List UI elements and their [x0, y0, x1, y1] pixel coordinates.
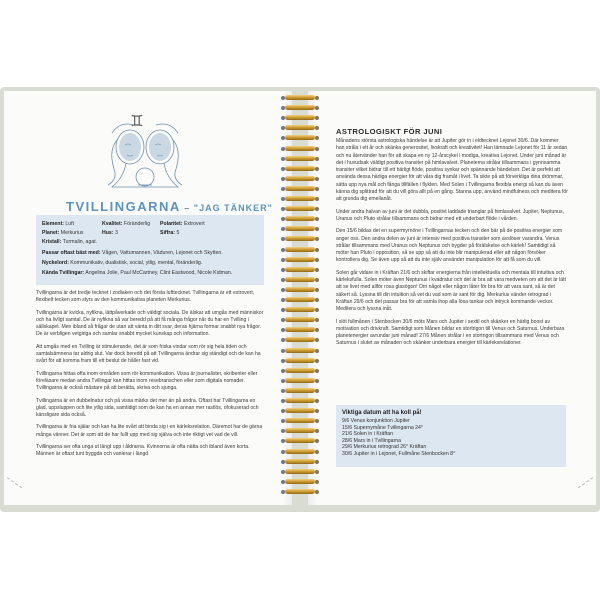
- spiral-coil: [283, 428, 317, 434]
- spiral-coil: [283, 317, 317, 323]
- spiral-binding: [283, 95, 317, 500]
- info-element: Element: Luft: [42, 221, 75, 227]
- info-passar: Passar oftast bäst med: Vågen, Vattumannen, Väduren, Lejonet och Skytten.: [42, 250, 223, 256]
- info-kvalitet: Kvalitet: Föränderlig: [102, 221, 151, 227]
- right-page: [308, 91, 596, 505]
- left-body-text: [36, 290, 264, 464]
- spiral-coil: [283, 408, 317, 414]
- info-nyckelord: Nyckelord: Kommunikativ, dualistisk, social, ytlig, mental, föränderlig.: [42, 260, 203, 266]
- paragraph: Den 15/6 bildas det en supermyrnöne i Tvillingarnas tecken och den bär på de positiva energier som anger oss. Den andra delen av juni är intensiv med positiva transiter som avslöser varandra. Venus strålar tillsammans med Uranus och Neptunus och bygder på förälskelse och kärlek! Samtidigt så möter han Pluto i opposition, så se upp så att du inte blir manipulerad eller att någon försöker kontrollera dig. Se även upp så att du inte själv använder manipulation för att få som du vill.: [336, 228, 563, 264]
- info-kristall: Kristall: Turmalin, agat.: [42, 239, 98, 245]
- dates-list: [342, 418, 455, 458]
- info-siffra: Siffra: 5: [160, 230, 180, 236]
- spiral-coil: [283, 418, 317, 424]
- paragraph: Tvillingarna är fria själar och kan ha lite svårt att binda sig i en kärleksrelation. Däremot har de gärna många vänner. Det är som att de har fullt upp med sig själva och inte riktigt vet vad de vill.: [36, 424, 263, 438]
- spiral-coil: [283, 438, 317, 444]
- perforation-mark: [573, 470, 593, 489]
- spiral-coil: [283, 115, 317, 121]
- date-item: 30/6 Jupiter in i Lejonet, Fullmåne Stenbocken 8°: [342, 450, 456, 457]
- paragraph: Tvillingarna är det tredje tecknet i zodiaken och det första lufttecknet. Tvillingarna är ett extrovert, flexibelt tecken som styrs av den kommunikativa planeten Merkurius.: [36, 290, 255, 304]
- planner-spread: [0, 87, 600, 512]
- paragraph: I slöt fullmånen i Stenbocken 30/6 möts Mars och Jupiter i sextil och skänker en härlig boost av motivation och drivkraft. Samtidigt som Månen bildar en stortrigon till Venus och Saturnus. Underbara planetenergier avrundar juni månad! 27/6 Månen strålar i en stortrigon tillsammans med Venus och Saturnus i slutet av månaden och skänker underbara energier till kärleksrelationer.: [336, 318, 565, 347]
- spiral-coil: [283, 105, 317, 111]
- spiral-coil: [283, 135, 317, 141]
- spiral-coil: [283, 327, 317, 333]
- spiral-coil: [283, 196, 317, 202]
- spiral-coil: [283, 469, 317, 475]
- paragraph: Tvillingarna är en dubbelnatur och på vissa märks det mer än på andra. Oftast har Tvillingarna en glad, uppsluppen och lite ytlig sida, samtidigt som de kan ha en annan mer rastlös, ofokuserad och känsligare sida också.: [36, 397, 259, 419]
- page-title: ASTROLOGISKT FÖR JUNI: [336, 127, 443, 136]
- date-item: 15/6 Supernymåne Tvillingarna 24°: [342, 424, 423, 431]
- sign-title: [66, 198, 273, 216]
- spiral-coil: [283, 176, 317, 182]
- spiral-coil: [283, 236, 317, 242]
- spiral-coil: [283, 166, 317, 172]
- spiral-coil: [283, 459, 317, 465]
- spiral-coil: [283, 398, 317, 404]
- paragraph: Solen går vidare in i Kräftan 21/6 och skiftar energierna från intellektuella och mentala till intuitiva och kärleksfulla. Solen möter även Neptunus i kvadratur och det är bra att vara medveten om att det är lätt att se livet med allför rosa glasögon! Om något eller någon låter för bra för att vara sant, så är det säkert så. Lyssna till din intuition så vet du vad som är sant för dig. Merkurius vänder retrograd i Kräftan 29/6 och det passar bra för att samla ihop alla lösa tankar och intryck kommande veckor. Meditera och lyssna inåt.: [336, 269, 566, 313]
- spiral-coil: [283, 388, 317, 394]
- info-hus: Hus: 3: [102, 230, 118, 236]
- title-separator: –: [180, 203, 194, 213]
- date-item: 9/6 Venus konjunktion Jupiter: [342, 418, 410, 424]
- spiral-coil: [283, 206, 317, 212]
- spiral-coil: [283, 287, 317, 293]
- sign-tagline: "JAG TÄNKER": [193, 203, 273, 213]
- paragraph: Tvillingarna ser ofta unga ut längt upp i åldrarna. Kvinnorna är ofta nätta och ibland även korta. Männen är oftast tunt byggda och vanierar i längd.: [36, 444, 250, 458]
- spiral-coil: [283, 247, 317, 253]
- spiral-coil: [283, 489, 317, 495]
- date-item: 21/6 Solen in i Kräftan: [342, 431, 394, 438]
- spiral-coil: [283, 125, 317, 131]
- date-item: 28/6 Mars in i Tvillingarna: [342, 437, 402, 444]
- spiral-coil: [283, 368, 317, 374]
- paragraph: Månadens största astrologiska händelse är att Jupiter gör in i eldtecknet Lejonet 30/6. Där kommer han stråla i ett år och skänka generositet, livskraft och kreativitet! Han lämnade Lejonet för 11 år sedan och nu återvänder han för att skapa en ny 12-årscykel i modiga, kreativa Lejonet. Under juni månad är det i huvudsak väldigt positiva transiter på himlavalvet. Planeterna strålar tillsammans i gynnsamma transiter vilket bidrar till ett härligt flöde, positiva synkar och spännande händelser. Det är perfekt att använda dessa härliga energier för att våra dig framåt i livet. Ta sikte på att förverkliga dina drömmar, sätta upp nya mål och fånga tillfällen i flykten. Med Solen i Tvillingarna flexibla energi så kan du även känna dig splittrad för att du vill göra allt på en gång. Stanna upp, använd mindfulness och meditera för att grunda dig emellanåt.: [336, 138, 568, 203]
- spiral-coil: [283, 297, 317, 303]
- paragraph: Tvillingarna är kvicka, nyfikna, lättpåverkade och väldigt sociala. De älskar att umgås med människor och ha livligt samtal. De är nyfikna så var beredd på att få många frågor när du har en Tvilling i sällskapet. Men ibland så frågar de utan att vänta in ditt svar, deras hjärna formar snabbt nya frågor. De är verbligen vetgiriga och samlar snabbt mycket kunskap och information.: [36, 309, 264, 338]
- spiral-coil: [283, 226, 317, 232]
- left-page: [4, 91, 292, 505]
- dates-title: Viktiga datum att ha koll på!: [342, 410, 422, 416]
- paragraph: Under andra halvan av juni är det dubbla, positivt laddade trianglar på himlavalvet. Jupiter, Neptunus, Uranus och Pluto strålar tillsammans och bidrar med ett underbart flöde i vår​den.: [336, 208, 564, 222]
- spiral-coil: [283, 449, 317, 455]
- spiral-coil: [283, 257, 317, 263]
- gemini-twins-illustration: [90, 119, 200, 193]
- spiral-coil: [283, 378, 317, 384]
- spiral-coil: [283, 186, 317, 192]
- spiral-coil: [283, 307, 317, 313]
- spiral-coil: [283, 95, 317, 101]
- gemini-symbol-icon: ♊: [130, 112, 144, 130]
- spiral-coil: [283, 277, 317, 283]
- info-polaritet: Polaritet: Extrovert: [160, 221, 205, 227]
- paragraph: Att umgås med en Tvilling är stimulerande, det är som friska vindar som rör sig hela tiden och samtalsämnena tar aldrig slut. Var dock beredd på att Tvillingarna ändrar sig ständigt och de kan ha svårt för att komma fram till ett beslut de håller fast vid.: [36, 343, 261, 365]
- spiral-coil: [283, 337, 317, 343]
- date-item: 29/6 Merkurius retrograd 26° Kräftan: [342, 444, 427, 451]
- sign-info-box: [36, 215, 264, 285]
- spiral-coil: [283, 267, 317, 273]
- info-kanda: Kända Tvillingar: Angelina Jolie, Paul McCartney, Clint Eastwood, Nicole Kidman.: [42, 270, 233, 276]
- right-body-text: [336, 138, 568, 353]
- spiral-coil: [283, 216, 317, 222]
- sign-name: TVILLINGARNA: [66, 199, 181, 214]
- spiral-coil: [283, 348, 317, 354]
- spiral-coil: [283, 479, 317, 485]
- info-planet: Planet: Merkurius: [42, 230, 84, 236]
- spiral-coil: [283, 146, 317, 152]
- spiral-coil: [283, 358, 317, 364]
- perforation-mark: [7, 470, 27, 489]
- spiral-coil: [283, 156, 317, 162]
- paragraph: Tvillingarna hittas ofta inom områden som rör kommunikation. Vissa är journalister, skribenter eller föreläsare medan andra Tvillingar kan hittas inom reseb​ranschen eller som digitala nomader. Tvillingarna är också mästare på att berätta, skriva och sjunga.: [36, 370, 258, 392]
- important-dates-box: [336, 405, 566, 467]
